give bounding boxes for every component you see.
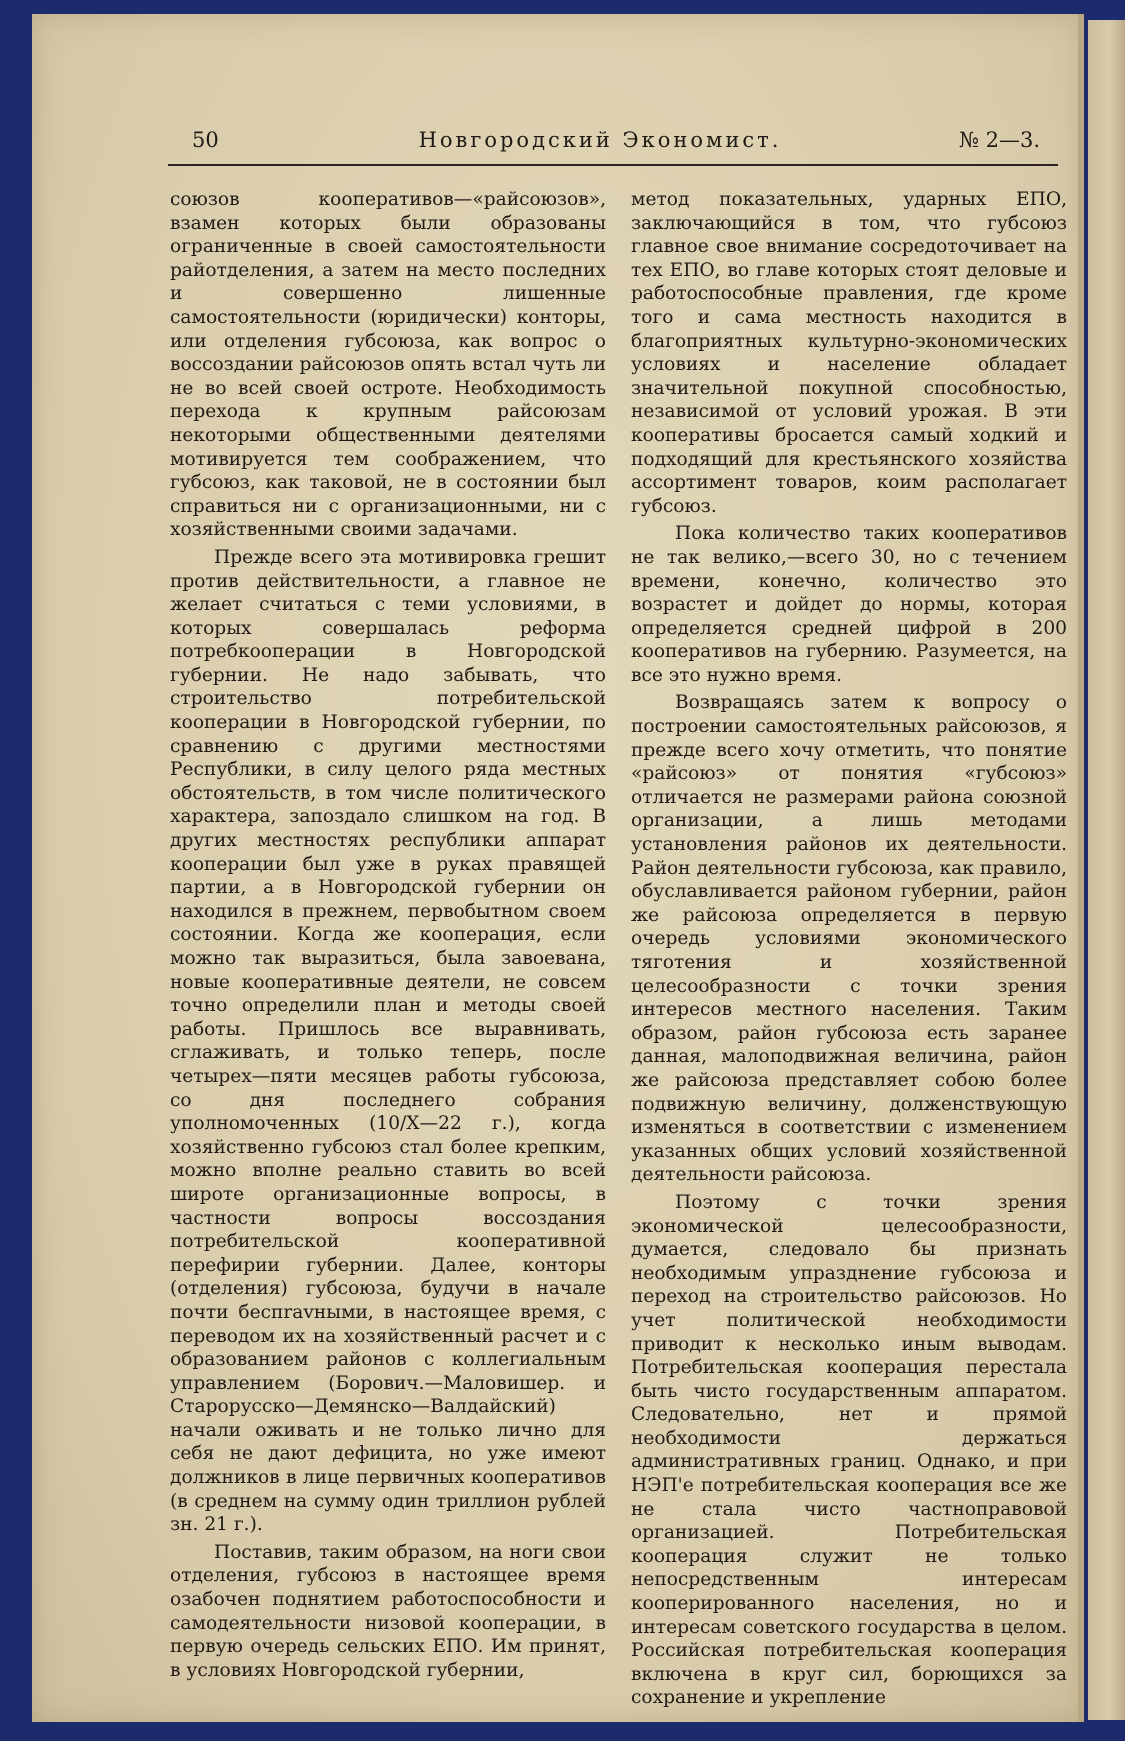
right-paragraph-3: Возвращаясь затем к вопросу о построении самостоятельных райсоюзов, я прежде всего хочу отметить, что понятие «райсоюз» от понятия «губсоюз» отличается не размерами района союзной организации, а лишь методами установления районов их деятельности. Район деятельности губсоюза, как правило, обуславливается районом губернии, район же райсоюза определяется в первую очередь условиями экономического тяготения и хозяйственной целесообразности с точки зрения интересов местного населения. Таким образом, район губсоюза есть заранее данная, малоподвижная величина, район же райсоюза представляет собою более подвижную величину, долженствующую изменяться в соответствии с изменением указанных общих условий хозяйственной деятельности райсоюза. [631,692,1067,1186]
right-paragraph-1: метод показательных, ударных ЕПО, заключающийся в том, что губсоюз главное свое внимание сосредоточивает на тех ЕПО, во главе которых стоят деловые и работоспособные правления, где кроме того и сама местность находится в благоприятных культурно-экономических условиях и население обладает значительной покупной способностью, независимой от условий урожая. В эти кооперативы бросается самый ходкий и подходящий для крестьянского хозяйства ассортимент товаров, коим располагает губсоюз. [631,189,1067,517]
right-paragraph-4: Поэтому с точки зрения экономической целесообразности, думается, следовало бы признать необходимым упразднение губсоюза и переход на строительство райсоюзов. Но учет политической необходимости приводит к несколько иным выводам. Потребительская кооперация перестала быть чисто государственным аппаратом. Следовательно, нет и прямой необходимости держаться административных границ. Однако, и при НЭП'е потребительская кооперация все же не стала чисто частноправовой организацией. Потребительская кооперация служит не только непосредственным интересам кооперированного населения, но и интересам советского государства в целом. Российская потребительская кооперация включена в круг сил, борющихся за сохранение и укрепление [631,1191,1067,1709]
right-paragraph-2: Пока количество таких кооперативов не так велико,—всего 30, но с течением времени, конечно, количество это возрастет и дойдет до нормы, которая определяется средней цифрой в 200 кооперативов на губернию. Разумеется, на все это нужно время. [631,523,1067,686]
adjacent-page-edge [1088,20,1125,1720]
right-column [631,188,1067,1710]
left-paragraph-3: Поставив, таким образом, на ноги свои отделения, губсоюз в настоящее время озабочен поднятием работоспособности и самодеятельности низовой кооперации, в первую очередь сельских ЕПО. Им принят, в условиях Новгородской губернии, [170,1541,606,1681]
page-header [160,128,1040,162]
issue-number: № 2—3. [959,128,1040,152]
page-spine [1078,14,1084,1722]
left-column [170,188,606,1682]
page-number: 50 [192,128,219,152]
left-paragraph-2: Прежде всего эта мотивировка грешит против действительности, а главное не желает считаться с теми условиями, в которых совершалась реформа потребкооперации в Новгородской губернии. Не надо забывать, что строительство потребительской кооперации в Новгородской губернии, по сравнению с другими местностями Республики, в силу целого ряда местных обстоятельств, в том числе политического характера, запоздало слишком на год. В других местностях республики аппарат кооперации был уже в руках правящей партии, а в Новгородской губернии он находился в прежнем, первобытном своем состоянии. Когда же кооперация, если можно так выразиться, была завоевана, новые кооперативные деятели, не совсем точно определили план и методы своей работы. Пришлось все выравнивать, сглаживать, и только теперь, после четырех—пяти месяцев работы губсоюза, со дня последнего собрания уполномоченных (10/X—22 г.), когда хозяйственно губсоюз стал более крепким, можно вполне реально ставить во всей широте организационные вопросы, в частности вопросы воссоздания потребительской кооперативной перефирии губернии. Далее, конторы (отделения) губсоюза, будучи в начале почти беспravными, в настоящее время, с переводом их на хозяйственный расчет и с образованием районов с коллегиальным управлением (Борович.—Маловишер. и Старорусско—Демянско—Валдайский) начали оживать и не только лично для себя не дают дефицита, но уже имеют должников в лице первичных кооперативов (в среднем на сумму один триллион рублей зн. 21 г.). [170,546,606,1536]
journal-title: Новгородский Экономист. [418,128,782,152]
left-paragraph-1: союзов кооперативов—«райсоюзов», взамен которых были образованы ограниченные в своей самостоятельности райотделения, а затем на место последних и совершенно лишенные самостоятельности (юридически) конторы, или отделения губсоюза, как вопрос о воссоздании райсоюзов опять встал чуть ли не во всей своей остроте. Необходимость перехода к крупным райсоюзам некоторыми общественными деятелями мотивируется тем соображением, что губсоюз, как таковой, не в состоянии был справиться ни с организационными, ни с хозяйственными своими задачами. [170,189,606,541]
header-rule [168,164,1058,166]
